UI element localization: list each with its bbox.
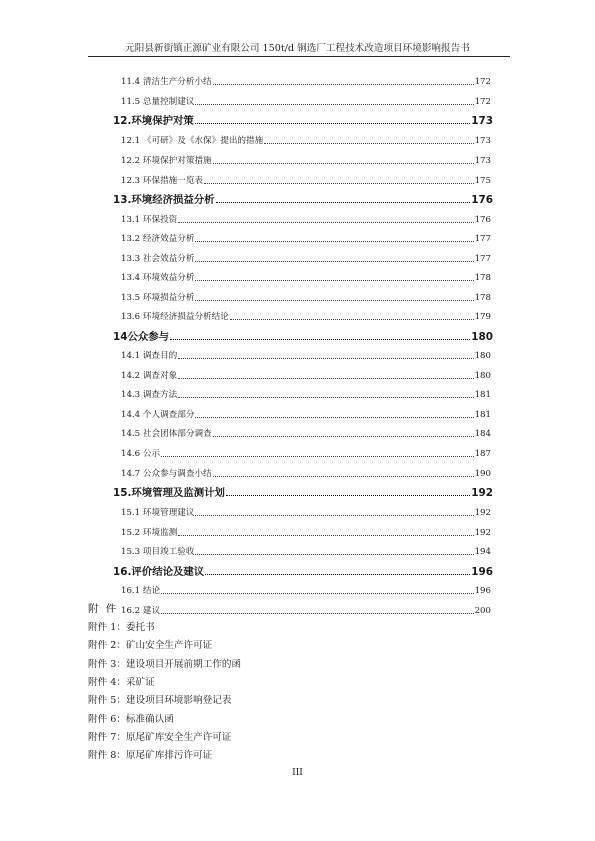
toc-entry-label: 环境经济损益分析 xyxy=(131,194,215,206)
toc-dot-leader xyxy=(195,104,473,105)
toc-entry-label: 结论 xyxy=(142,586,161,596)
attachment-item: 附件 6：标准确认函 xyxy=(88,713,174,725)
toc-entry-title xyxy=(121,97,194,108)
toc-entry-label: 环境经济损益分析结论 xyxy=(142,312,229,322)
toc-entry-number: 14 xyxy=(113,331,128,343)
toc-entry-title xyxy=(121,176,203,187)
toc-page-number: 172 xyxy=(474,77,491,87)
toc-entry-number: 13.5 xyxy=(121,293,141,303)
toc-entry-title xyxy=(121,136,263,147)
toc-entry-number: 16.2 xyxy=(121,606,141,616)
toc-dot-leader xyxy=(161,613,474,614)
toc-entry-label: 经济效益分析 xyxy=(142,234,195,244)
toc-entry-number: 16. xyxy=(113,566,132,578)
toc-entry-number: 13.3 xyxy=(121,254,141,264)
toc-dot-leader xyxy=(195,554,473,555)
attachment-item: 附件 4：采矿证 xyxy=(88,676,155,688)
toc-entry-label: 环保措施一览表 xyxy=(142,176,204,186)
toc-entry-number: 12.3 xyxy=(121,176,141,186)
toc-dot-leader xyxy=(204,183,474,184)
toc-entry-label: 公众参与调查小结 xyxy=(142,469,212,479)
toc-entry-title xyxy=(121,410,194,421)
toc-section-entry[interactable] xyxy=(0,92,595,108)
toc-entry-number: 15.3 xyxy=(121,547,141,557)
toc-entry-title xyxy=(121,449,160,460)
toc-page-number: 187 xyxy=(474,449,491,459)
toc-entry-number: 12.1 xyxy=(121,136,141,146)
toc-page-number: 196 xyxy=(471,566,493,578)
toc-page-number: 194 xyxy=(474,547,491,557)
toc-page-number: 180 xyxy=(474,371,491,381)
toc-entry-title xyxy=(113,567,204,578)
toc-entry-title xyxy=(121,312,229,323)
toc-chapter-entry[interactable] xyxy=(0,111,595,127)
toc-page-number: 173 xyxy=(474,156,491,166)
toc-entry-label: 公示 xyxy=(142,449,161,459)
toc-chapter-entry[interactable] xyxy=(0,190,595,206)
toc-entry-title xyxy=(121,390,177,401)
toc-section-entry[interactable] xyxy=(0,385,595,401)
toc-entry-title xyxy=(121,351,177,362)
toc-dot-leader xyxy=(195,515,473,516)
toc-entry-number: 13.4 xyxy=(121,273,141,283)
toc-page-number: 178 xyxy=(474,273,491,283)
toc-dot-leader xyxy=(178,378,473,379)
toc-page-number: 192 xyxy=(474,508,491,518)
toc-section-entry[interactable] xyxy=(0,444,595,460)
toc-entry-label: 个人调查部分 xyxy=(142,410,195,420)
toc-entry-title xyxy=(121,547,194,558)
toc-chapter-entry[interactable] xyxy=(0,327,595,343)
toc-entry-title xyxy=(121,586,160,597)
toc-section-entry[interactable] xyxy=(0,405,595,421)
toc-dot-leader xyxy=(195,241,473,242)
toc-page-number: 181 xyxy=(474,390,491,400)
toc-entry-number: 11.5 xyxy=(121,97,141,107)
toc-entry-label: 项目竣工验收 xyxy=(142,547,195,557)
toc-entry-label: 清洁生产分析小结 xyxy=(142,77,212,87)
toc-section-entry[interactable] xyxy=(0,542,595,558)
toc-entry-label: 环境保护对策措施 xyxy=(142,156,212,166)
attachment-item: 附件 3：建设项目开展前期工作的函 xyxy=(88,658,242,670)
toc-dot-leader xyxy=(161,593,474,594)
toc-dot-leader xyxy=(178,358,473,359)
toc-entry-number: 14.4 xyxy=(121,410,141,420)
toc-dot-leader xyxy=(178,535,473,536)
toc-dot-leader xyxy=(230,319,474,320)
toc-section-entry[interactable] xyxy=(0,131,595,147)
toc-entry-label: 环境效益分析 xyxy=(142,273,195,283)
toc-dot-leader xyxy=(213,436,474,437)
toc-page-number: 181 xyxy=(474,410,491,420)
toc-entry-label: 调查目的 xyxy=(142,351,178,361)
toc-chapter-entry[interactable] xyxy=(0,483,595,499)
toc-entry-label: 调查对象 xyxy=(142,371,178,381)
toc-entry-label: 社会团体部分调查 xyxy=(142,429,212,439)
toc-section-entry[interactable] xyxy=(0,366,595,382)
toc-section-entry[interactable] xyxy=(0,288,595,304)
toc-page-number: 184 xyxy=(474,429,491,439)
toc-page-number: 200 xyxy=(474,606,491,616)
toc-entry-title xyxy=(121,254,194,265)
toc-entry-number: 13.6 xyxy=(121,312,141,322)
toc-page-number: 173 xyxy=(474,136,491,146)
toc-entry-number: 13.1 xyxy=(121,215,141,225)
toc-page-number: 177 xyxy=(474,254,491,264)
toc-entry-label: 环境管理建议 xyxy=(142,508,195,518)
toc-section-entry[interactable] xyxy=(0,210,595,226)
toc-entry-label: 建议 xyxy=(142,606,161,616)
toc-section-entry[interactable] xyxy=(0,503,595,519)
document-header: 元阳县新街镇正源矿业有限公司 150t/d 铜选厂工程技术改造项目环境影响报告书 xyxy=(125,43,470,54)
toc-page-number: 180 xyxy=(474,351,491,361)
toc-dot-leader xyxy=(205,574,470,575)
toc-entry-label: 总量控制建议 xyxy=(142,97,195,107)
toc-page-number: 190 xyxy=(474,469,491,479)
toc-section-entry[interactable] xyxy=(0,268,595,284)
toc-section-entry[interactable] xyxy=(0,72,595,88)
attachments-heading: 附 件 xyxy=(88,603,119,615)
toc-entry-title xyxy=(121,273,194,284)
toc-section-entry[interactable] xyxy=(0,151,595,167)
toc-dot-leader xyxy=(195,300,473,301)
toc-section-entry[interactable] xyxy=(0,424,595,440)
toc-dot-leader xyxy=(178,397,473,398)
header-rule xyxy=(88,56,510,57)
toc-entry-title xyxy=(121,508,194,519)
toc-entry-label: 环境监测 xyxy=(142,528,178,538)
toc-entry-label: 环境损益分析 xyxy=(142,293,195,303)
toc-dot-leader xyxy=(216,202,471,203)
toc-entry-title xyxy=(121,77,212,88)
toc-page-number: 176 xyxy=(471,194,493,206)
attachment-item: 附件 5：建设项目环境影响登记表 xyxy=(88,695,232,707)
toc-section-entry[interactable] xyxy=(0,249,595,265)
toc-page-number: 176 xyxy=(474,215,491,225)
toc-entry-label: 公众参与 xyxy=(127,331,170,343)
toc-entry-number: 13.2 xyxy=(121,234,141,244)
attachment-item: 附件 2：矿山安全生产许可证 xyxy=(88,640,213,652)
toc-entry-label: 环保投资 xyxy=(142,215,178,225)
toc-section-entry[interactable] xyxy=(0,229,595,245)
toc-entry-number: 16.1 xyxy=(121,586,141,596)
toc-dot-leader xyxy=(226,495,470,496)
toc-entry-label: 评价结论及建议 xyxy=(131,566,205,578)
toc-entry-title xyxy=(121,234,194,245)
toc-entry-title xyxy=(121,371,177,382)
toc-entry-title xyxy=(121,429,212,440)
toc-entry-number: 14.6 xyxy=(121,449,141,459)
toc-dot-leader xyxy=(213,163,474,164)
toc-entry-label: 社会效益分析 xyxy=(142,254,195,264)
toc-entry-title xyxy=(121,606,160,617)
toc-entry-number: 14.3 xyxy=(121,390,141,400)
toc-dot-leader xyxy=(264,143,473,144)
toc-dot-leader xyxy=(195,417,473,418)
toc-entry-number: 14.7 xyxy=(121,469,141,479)
toc-section-entry[interactable] xyxy=(0,523,595,539)
toc-entry-title xyxy=(113,195,215,206)
toc-page-number: 173 xyxy=(471,115,493,127)
toc-entry-number: 12.2 xyxy=(121,156,141,166)
toc-page-number: 192 xyxy=(474,528,491,538)
toc-entry-number: 11.4 xyxy=(121,77,141,87)
toc-section-entry[interactable] xyxy=(0,464,595,480)
toc-page-number: 172 xyxy=(474,97,491,107)
toc-dot-leader xyxy=(195,123,471,124)
toc-entry-label: 环境保护对策 xyxy=(131,115,194,127)
toc-dot-leader xyxy=(161,456,474,457)
toc-dot-leader xyxy=(195,261,473,262)
toc-entry-title xyxy=(121,215,177,226)
toc-page-number: 178 xyxy=(474,293,491,303)
toc-dot-leader xyxy=(178,222,473,223)
toc-entry-label: 调查方法 xyxy=(142,390,178,400)
toc-entry-number: 13. xyxy=(113,194,132,206)
toc-page-number: 196 xyxy=(474,586,491,596)
page-number: III xyxy=(292,768,303,778)
toc-dot-leader xyxy=(195,280,473,281)
toc-entry-title xyxy=(121,469,212,480)
attachment-item: 附件 1：委托书 xyxy=(88,622,155,633)
toc-entry-number: 14.1 xyxy=(121,351,141,361)
toc-entry-number: 15.2 xyxy=(121,528,141,538)
toc-entry-number: 15.1 xyxy=(121,508,141,518)
toc-section-entry[interactable] xyxy=(0,581,595,597)
toc-entry-title xyxy=(113,116,194,127)
toc-section-entry[interactable] xyxy=(0,307,595,323)
toc-page-number: 180 xyxy=(471,331,493,343)
toc-entry-title xyxy=(113,488,225,499)
toc-entry-number: 15. xyxy=(113,487,132,499)
toc-chapter-entry[interactable] xyxy=(0,562,595,578)
attachment-item: 附件 8：原尾矿库排污许可证 xyxy=(88,750,213,762)
toc-entry-number: 12. xyxy=(113,115,132,127)
toc-entry-title xyxy=(121,156,212,167)
toc-entry-title xyxy=(113,332,169,343)
toc-page-number: 192 xyxy=(471,487,493,499)
toc-page-number: 175 xyxy=(474,176,491,186)
attachment-item: 附件 7：原尾矿库安全生产许可证 xyxy=(88,731,232,743)
toc-entry-title xyxy=(121,293,194,304)
toc-entry-label: 《可研》及《水保》提出的措施 xyxy=(142,136,264,146)
toc-dot-leader xyxy=(170,339,470,340)
toc-entry-label: 环境管理及监测计划 xyxy=(131,487,225,499)
toc-entry-title xyxy=(121,528,177,539)
toc-entry-number: 14.5 xyxy=(121,429,141,439)
toc-dot-leader xyxy=(213,84,474,85)
toc-section-entry[interactable] xyxy=(0,346,595,362)
toc-section-entry[interactable] xyxy=(0,171,595,187)
toc-page-number: 179 xyxy=(474,312,491,322)
toc-entry-number: 14.2 xyxy=(121,371,141,381)
toc-dot-leader xyxy=(213,476,474,477)
toc-page-number: 177 xyxy=(474,234,491,244)
